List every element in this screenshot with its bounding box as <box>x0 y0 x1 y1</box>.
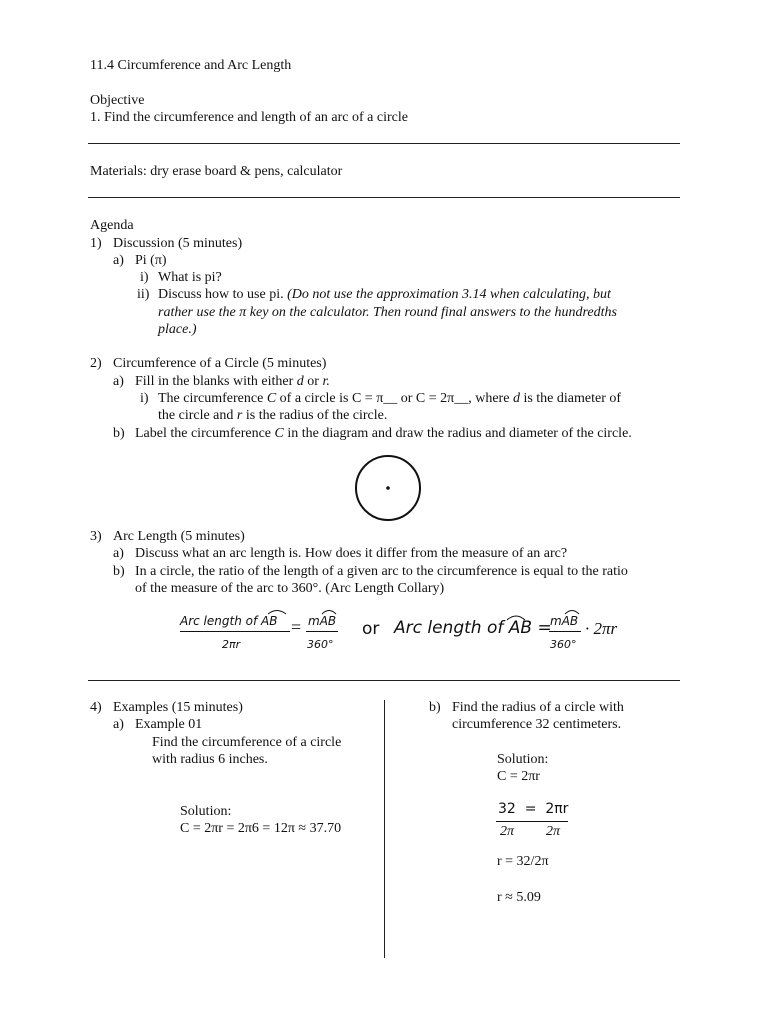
objective-item: 1. Find the circumference and length of an arc of a circle <box>90 110 408 125</box>
formula-right-lhs: Arc length of AB = <box>394 618 552 638</box>
s1-i-text: What is pi? <box>158 270 222 285</box>
s4-a-solution-label: Solution: <box>180 804 232 819</box>
s2-a-text <box>135 373 330 390</box>
s2-i-line2-1: the circle and <box>158 408 234 423</box>
s4-a-problem-1: Find the circumference of a circle <box>152 735 342 750</box>
formula-right-tail: · 2πr <box>585 619 618 638</box>
circle-diagram <box>354 453 424 523</box>
section1-title: Discussion (5 minutes) <box>113 236 243 251</box>
s3-a-text: Discuss what an arc length is. How does it differ from the measure of an arc? <box>135 546 568 561</box>
s4-b-solution-3: r = 32/2π <box>497 854 549 869</box>
section4-number: 4) <box>90 700 102 715</box>
s2-a-d: d <box>296 374 304 389</box>
s3-b-text-1: In a circle, the ratio of the length of a given arc to the circumference is equal to the ratio <box>135 564 628 579</box>
s4-a-problem-2: with radius 6 inches. <box>152 752 268 767</box>
divider <box>88 143 680 144</box>
fraction-bar <box>549 631 581 632</box>
s1-a-label: a) <box>113 253 124 268</box>
section3-number: 3) <box>90 529 102 544</box>
s1-a-text: Pi (π) <box>135 253 167 268</box>
divider <box>88 680 680 681</box>
s4-a-label: a) <box>113 717 124 732</box>
section4-title: Examples (15 minutes) <box>113 700 243 715</box>
formula-mid-denominator: 360° <box>307 638 334 651</box>
s4-b-label: b) <box>429 700 441 715</box>
s2-a-label: a) <box>113 374 124 389</box>
section1-number: 1) <box>90 236 102 251</box>
s2-i-line2 <box>158 407 387 424</box>
s2-i-C: C <box>266 391 277 406</box>
fraction-bar <box>306 631 338 632</box>
s2-i-line2-r: r <box>236 408 243 423</box>
fraction-bar <box>496 821 568 822</box>
s1-ii-text: Discuss how to use pi. <box>158 287 284 302</box>
objective-heading: Objective <box>90 93 145 108</box>
agenda-heading: Agenda <box>90 218 134 233</box>
formula-equals: = <box>291 617 302 637</box>
s2-b-C: C <box>274 426 284 441</box>
s2-i-text-4: is the diameter of <box>523 391 622 406</box>
s2-i-line1 <box>158 390 621 407</box>
arc-symbol-icon <box>320 609 338 615</box>
s4-b-problem-2: circumference 32 centimeters. <box>452 717 622 732</box>
formula-right-numerator: mAB <box>550 614 579 628</box>
page-title: 11.4 Circumference and Arc Length <box>90 58 292 73</box>
circle-center-point <box>386 486 390 490</box>
formula-or: or <box>362 619 380 639</box>
s2-i-text-2: of a circle is <box>279 391 349 406</box>
column-divider <box>384 700 385 958</box>
s2-b-text <box>135 425 632 442</box>
arc-symbol-icon <box>266 609 288 615</box>
s2-i-text-3: where <box>475 391 510 406</box>
s2-a-r: r. <box>322 374 330 389</box>
s2-b-text-2: in the diagram and draw the radius and diameter of the circle. <box>287 426 632 441</box>
s2-i-label: i) <box>140 391 149 406</box>
s3-a-label: a) <box>113 546 124 561</box>
fraction-bar <box>180 631 290 632</box>
s4-b-fraction-den-left: 2π <box>500 824 515 839</box>
s1-i-label: i) <box>140 270 149 285</box>
s1-ii-italic-3: place.) <box>158 322 197 337</box>
s1-ii-italic-2: rather use the π key on the calculator. Then round final answers to the hundredths <box>158 305 617 320</box>
s2-b-text-1: Label the circumference <box>135 426 272 441</box>
s2-a-text-1: Fill in the blanks with either <box>135 374 294 389</box>
s3-b-text-2: of the measure of the arc to 360°. (Arc Length Collary) <box>135 581 445 596</box>
formula-right-denominator: 360° <box>550 638 577 651</box>
s4-b-fraction-den-right: 2π <box>546 824 561 839</box>
section2-title: Circumference of a Circle (5 minutes) <box>113 356 327 371</box>
s4-b-problem-1: Find the radius of a circle with <box>452 700 624 715</box>
s1-ii-line1 <box>158 286 611 303</box>
arc-symbol-icon <box>505 614 527 621</box>
s4-b-solution-4: r ≈ 5.09 <box>497 890 541 905</box>
s4-b-fraction-numerator: 32 = 2πr <box>498 801 569 817</box>
section2-number: 2) <box>90 356 102 371</box>
s4-a-solution: C = 2πr = 2π6 = 12π ≈ 37.70 <box>180 821 342 836</box>
divider <box>88 197 680 198</box>
s4-b-solution-1: C = 2πr <box>497 769 540 784</box>
s2-i-text-1: The circumference <box>158 391 264 406</box>
s1-ii-label: ii) <box>137 287 150 302</box>
s4-b-solution-label: Solution: <box>497 752 549 767</box>
formula-left-numerator: Arc length of AB <box>180 614 278 628</box>
s2-i-line2-2: is the radius of the circle. <box>245 408 388 423</box>
s1-ii-italic-1: (Do not use the approximation 3.14 when calculating, but <box>287 287 611 302</box>
s3-b-label: b) <box>113 564 125 579</box>
s2-b-label: b) <box>113 426 125 441</box>
formula-mid-numerator: mAB <box>308 614 337 628</box>
section3-title: Arc Length (5 minutes) <box>113 529 245 544</box>
materials-line: Materials: dry erase board & pens, calculator <box>90 164 343 179</box>
formula-left-denominator: 2πr <box>222 638 241 651</box>
s2-i-formula: C = π__ or C = 2π__, <box>351 391 472 406</box>
s2-i-d: d <box>512 391 520 406</box>
s4-a-title: Example 01 <box>135 717 203 732</box>
arc-symbol-icon <box>563 609 581 615</box>
s2-a-or: or <box>307 374 319 389</box>
